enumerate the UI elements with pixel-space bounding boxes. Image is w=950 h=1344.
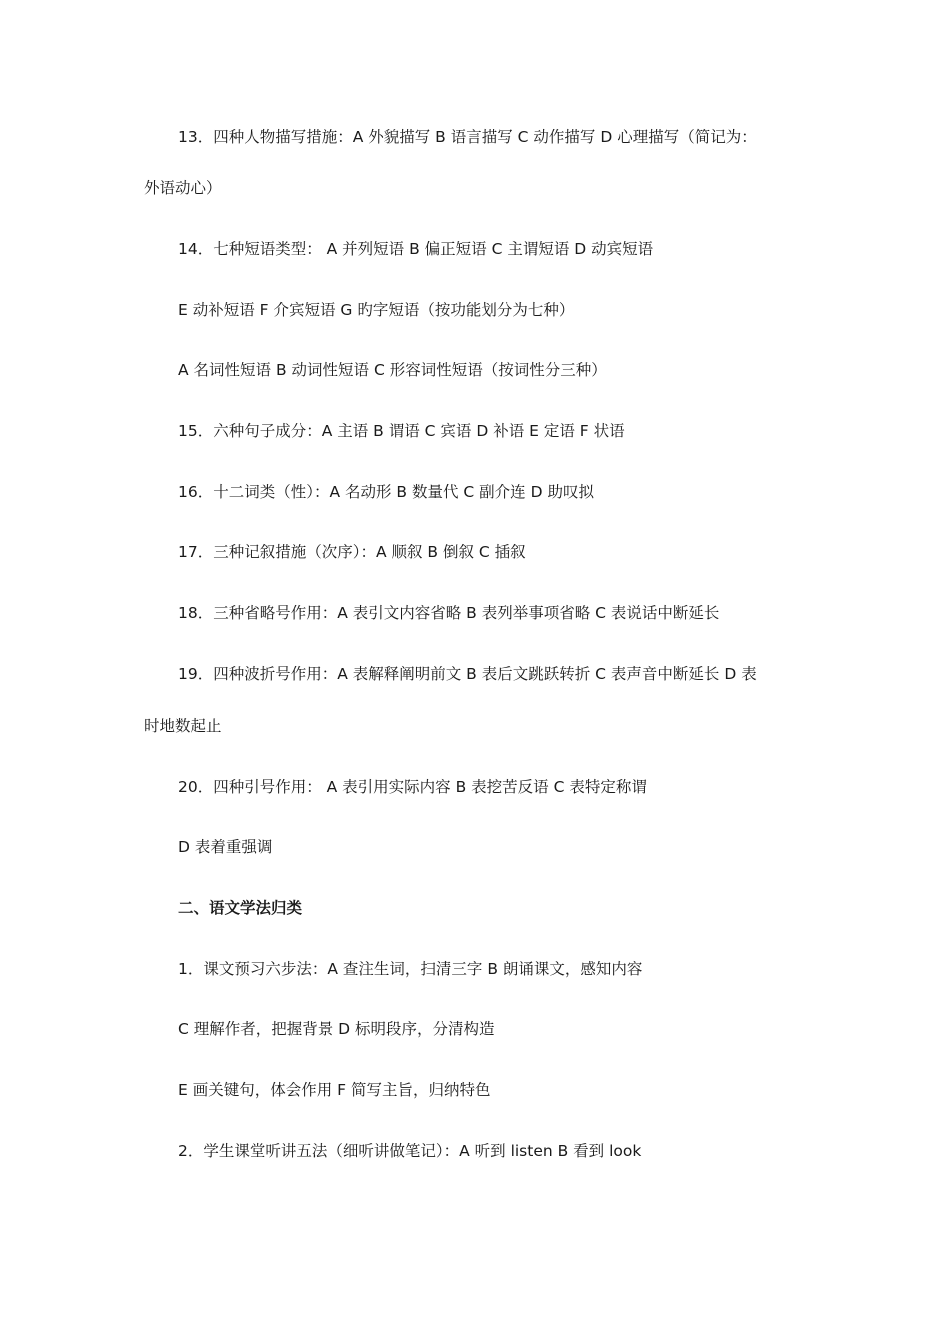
text-line-method-1: 1．课文预习六步法：A 查注生词，扫清三字 B 朗诵课文，感知内容 [178, 960, 643, 978]
section-heading: 二、语文学法归类 [178, 899, 303, 917]
text-line-14-b: E 动补短语 F 介宾短语 G 旳字短语（按功能划分为七种） [178, 301, 575, 319]
text-line-16: 16．十二词类（性）：A 名动形 B 数量代 C 副介连 D 助叹拟 [178, 483, 594, 501]
text-line-method-1-b: C 理解作者，把握背景 D 标明段序，分清构造 [178, 1020, 495, 1038]
text-line-13-cont: 外语动心） [144, 179, 222, 197]
text-line-14-c: A 名词性短语 B 动词性短语 C 形容词性短语（按词性分三种） [178, 361, 607, 379]
text-line-method-1-c: E 画关键句，体会作用 F 简写主旨，归纳特色 [178, 1081, 491, 1099]
text-line-19: 19．四种波折号作用：A 表解释阐明前文 B 表后文跳跃转折 C 表声音中断延长 D 表 [178, 665, 757, 683]
text-line-20: 20．四种引号作用： A 表引用实际内容 B 表挖苦反语 C 表特定称谓 [178, 778, 647, 796]
text-line-13: 13．四种人物描写措施：A 外貌描写 B 语言描写 C 动作描写 D 心理描写（简记为： [178, 128, 757, 146]
text-line-15: 15．六种句子成分：A 主语 B 谓语 C 宾语 D 补语 E 定语 F 状语 [178, 422, 625, 440]
text-line-14: 14．七种短语类型： A 并列短语 B 偏正短语 C 主谓短语 D 动宾短语 [178, 240, 654, 258]
text-line-17: 17．三种记叙措施（次序）：A 顺叙 B 倒叙 C 插叙 [178, 543, 526, 561]
text-line-method-2: 2．学生课堂听讲五法（细听讲做笔记）：A 听到 listen B 看到 look [178, 1142, 642, 1160]
text-line-18: 18．三种省略号作用：A 表引文内容省略 B 表列举事项省略 C 表说话中断延长 [178, 604, 720, 622]
text-line-19-cont: 时地数起止 [144, 717, 222, 735]
text-line-20-b: D 表着重强调 [178, 838, 273, 856]
